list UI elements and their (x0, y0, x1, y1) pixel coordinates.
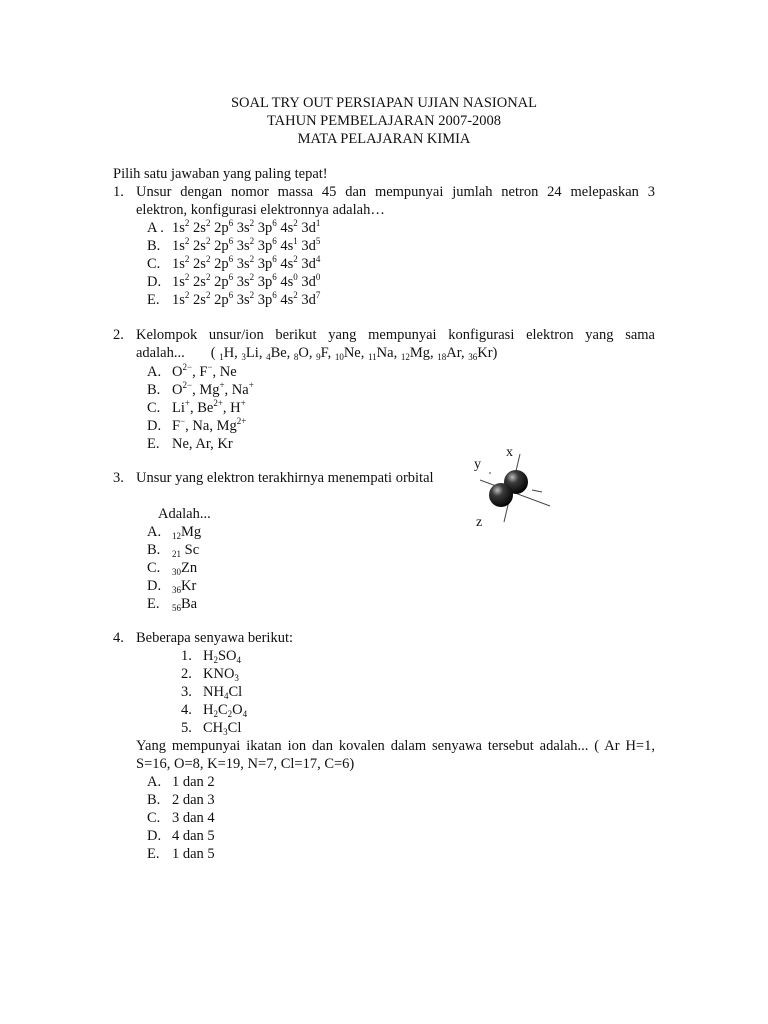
superscript: 5 (315, 236, 321, 246)
option-row (147, 577, 655, 595)
subscript: 2 (213, 709, 218, 719)
option-label: B. (147, 238, 161, 254)
option-text: $_{21}$ Sc (172, 542, 200, 559)
subscript: 21 (172, 549, 181, 559)
option-label: D. (147, 418, 162, 434)
option-label: A . (147, 220, 164, 236)
question-text (136, 183, 655, 219)
superscript: 2 (205, 254, 211, 264)
subscript: 3 (241, 352, 246, 362)
header-title: SOAL TRY OUT PERSIAPAN UJIAN NASIONAL (230, 95, 537, 111)
option-row (147, 845, 655, 863)
subscript: 12 (400, 352, 410, 362)
subscript: 8 (293, 352, 299, 362)
option-text: $_{12}$Mg (172, 524, 202, 541)
option-label: B. (147, 792, 161, 808)
option-row (147, 773, 655, 791)
superscript: + (184, 398, 190, 408)
option-text: 4 dan 5 (172, 828, 215, 844)
superscript: 6 (228, 272, 234, 282)
option-text: 1 dan 5 (172, 846, 215, 862)
superscript: + (248, 380, 254, 390)
compound-row (181, 665, 655, 683)
dumbbell-orbital-icon (470, 444, 560, 534)
compound-formula: $NH_4Cl$ (203, 684, 243, 701)
option-text: $1s^2$ $2s^2$ $2p^6$ $3s^2$ $3p^6$ $4s^2$ $3d^7$ (172, 290, 321, 308)
superscript: + (219, 380, 225, 390)
superscript: 2− (182, 380, 193, 390)
question-text-line: Yang mempunyai ikatan ion dan kovalen dalam senyawa tersebut adalah... ( Ar H=1, (136, 738, 655, 754)
option-row (147, 523, 655, 541)
superscript: 1 (293, 236, 298, 246)
option-row (147, 273, 655, 291)
superscript: 4 (315, 254, 321, 264)
compound-label: 3. (181, 684, 192, 700)
option-text: Ne, Ar, Kr (172, 436, 233, 452)
header-year: TAHUN PEMBELAJARAN 2007-2008 (266, 113, 502, 129)
compound-formula: $KNO_3$ (203, 666, 239, 683)
axis-label-x: x (506, 445, 513, 460)
option-text: $1s^2$ $2s^2$ $2p^6$ $3s^2$ $3p^6$ $4s^2$ $3d^1$ (172, 218, 321, 236)
header-subject: MATA PELAJARAN KIMIA (297, 131, 471, 147)
option-label: A. (147, 774, 162, 790)
subscript: 11 (367, 352, 377, 362)
question-number: 1. (113, 184, 124, 200)
superscript: 0 (293, 272, 298, 282)
option-label: B. (147, 542, 161, 558)
superscript: 6 (272, 218, 277, 228)
option-text: $1s^2$ $2s^2$ $2p^6$ $3s^2$ $3p^6$ $4s^0$ $3d^0$ (172, 272, 321, 290)
option-text: $_{30}$Zn (172, 560, 198, 577)
compound-row (181, 701, 655, 719)
question-2 (113, 326, 655, 453)
option-row (147, 791, 655, 809)
question-number: 3. (113, 470, 124, 486)
question-text-continuation: Adalah... (158, 506, 211, 522)
superscript: 6 (272, 236, 277, 246)
superscript: 2 (205, 272, 211, 282)
superscript: 2 (293, 254, 298, 264)
option-row (147, 827, 655, 845)
subscript: 1 (219, 352, 224, 362)
question-number: 2. (113, 327, 124, 343)
subscript: 18 (437, 352, 447, 362)
option-row (147, 255, 655, 273)
question-text-line: elektron, konfigurasi elektronnya adalah… (136, 202, 385, 218)
subscript: 9 (316, 352, 321, 362)
subscript: 4 (266, 352, 271, 362)
option-text: $_{36}$Kr (172, 578, 197, 595)
superscript: 2 (205, 290, 211, 300)
subscript: 56 (172, 603, 181, 613)
option-label: A. (147, 364, 162, 380)
question-number: 4. (113, 630, 124, 646)
superscript: − (180, 416, 186, 426)
option-row (147, 559, 655, 577)
superscript: 2 (205, 236, 211, 246)
subscript: 4 (223, 691, 229, 701)
option-row (147, 363, 655, 381)
question-text-2 (136, 737, 655, 773)
superscript: 0 (315, 272, 321, 282)
subscript: 2 (213, 655, 218, 665)
compound-formula: $CH_3Cl$ (203, 720, 242, 737)
axis-label-y: y (474, 457, 481, 472)
superscript: 6 (228, 290, 234, 300)
compound-label: 5. (181, 720, 192, 736)
question-1 (113, 183, 655, 309)
compound-label: 1. (181, 648, 192, 664)
subscript: 4 (236, 655, 242, 665)
superscript: 2 (249, 254, 255, 264)
subscript: 10 (334, 352, 344, 362)
superscript: 2 (184, 236, 190, 246)
compound-row (181, 719, 655, 737)
superscript: 2 (249, 218, 255, 228)
option-row (147, 541, 655, 559)
option-row (147, 291, 655, 309)
element-list: ( $_1$H, $_3$Li, $_4$Be, $_8$O, $_9$F, $_{10}$Ne, $_{11}$Na, $_{12}$Mg, $_{18}$Ar, $_{36}$Kr) (210, 345, 498, 362)
superscript: 1 (315, 218, 321, 228)
option-label: D. (147, 578, 162, 594)
question-text-line (136, 344, 655, 363)
option-text: 2 dan 3 (172, 792, 215, 808)
subscript: 36 (172, 585, 181, 595)
superscript: 2 (249, 236, 255, 246)
question-text: Beberapa senyawa berikut: (136, 630, 294, 646)
option-row (147, 381, 655, 399)
question-text-line: Kelompok unsur/ion berikut yang mempunyai konfigurasi elektron yang sama (136, 327, 655, 343)
option-text: $1s^2$ $2s^2$ $2p^6$ $3s^2$ $3p^6$ $4s^2$ $3d^4$ (172, 254, 321, 272)
option-label: D. (147, 274, 162, 290)
superscript: 6 (272, 290, 277, 300)
option-label: C. (147, 560, 161, 576)
option-list (147, 773, 655, 863)
compound-list (181, 647, 655, 737)
compound-row (181, 683, 655, 701)
option-text: $_{56}$Ba (172, 596, 198, 613)
compound-label: 2. (181, 666, 192, 682)
option-text: 3 dan 4 (172, 810, 215, 826)
instruction: Pilih satu jawaban yang paling tepat! (113, 166, 328, 182)
subscript: 36 (468, 352, 478, 362)
subscript: 30 (172, 567, 181, 577)
superscript: 7 (315, 290, 321, 300)
option-row (147, 595, 655, 613)
compound-row (181, 647, 655, 665)
superscript: 6 (228, 218, 234, 228)
superscript: 2 (293, 290, 298, 300)
option-text: F−, Na, $Mg^{2+}$ (172, 416, 247, 434)
superscript: 2 (184, 290, 190, 300)
option-list (147, 363, 655, 453)
question-3 (113, 469, 655, 613)
superscript: − (207, 362, 213, 372)
option-row (147, 399, 655, 417)
superscript: 2+ (213, 398, 223, 408)
option-list (147, 219, 655, 309)
option-label: B. (147, 382, 161, 398)
option-label: C. (147, 400, 161, 416)
subscript: 3 (223, 727, 228, 737)
superscript: + (240, 398, 246, 408)
subscript: 4 (242, 709, 248, 719)
subscript: 12 (172, 531, 181, 541)
compound-formula: $H_2C_2O_4$ (203, 702, 248, 719)
option-text: $O^{2-}$, Mg+, Na+ (172, 380, 254, 398)
superscript: 2− (182, 362, 193, 372)
exam-header (0, 94, 768, 148)
option-label: C. (147, 810, 161, 826)
superscript: 2 (184, 254, 190, 264)
option-label: E. (147, 436, 160, 452)
option-text: $1s^2$ $2s^2$ $2p^6$ $3s^2$ $3p^6$ $4s^1$ $3d^5$ (172, 236, 321, 254)
option-label: E. (147, 846, 160, 862)
superscript: 2 (249, 290, 255, 300)
superscript: 6 (272, 272, 277, 282)
subscript: 3 (234, 673, 239, 683)
superscript: 2 (293, 218, 298, 228)
question-text: Unsur yang elektron terakhirnya menempati orbital (136, 470, 434, 486)
superscript: 2 (249, 272, 255, 282)
option-row (147, 809, 655, 827)
option-list (147, 523, 655, 613)
question-text-start: adalah... (136, 345, 185, 361)
subscript: 2 (227, 709, 233, 719)
question-text (136, 326, 655, 363)
compound-formula: $H_2SO_4$ (203, 648, 242, 665)
superscript: 2+ (236, 416, 247, 426)
orbital-diagram (470, 444, 560, 534)
option-label: E. (147, 596, 160, 612)
superscript: 2 (184, 218, 190, 228)
superscript: 6 (228, 254, 234, 264)
superscript: 6 (228, 236, 234, 246)
option-row (147, 417, 655, 435)
option-label: D. (147, 828, 162, 844)
option-text: 1 dan 2 (172, 774, 215, 790)
option-row (147, 237, 655, 255)
question-text-line: Unsur dengan nomor massa 45 dan mempunyai jumlah netron 24 melepaskan 3 (136, 184, 655, 200)
axis-label-z: z (476, 515, 483, 530)
superscript: 2 (184, 272, 190, 282)
option-row (147, 219, 655, 237)
question-text-line: S=16, O=8, K=19, N=7, Cl=17, C=6) (136, 756, 355, 772)
question-4 (113, 629, 655, 863)
option-label: C. (147, 256, 161, 272)
option-label: E. (147, 292, 160, 308)
superscript: 6 (272, 254, 277, 264)
option-label: A. (147, 524, 162, 540)
option-text: Li+, $Be^{2+}$, H+ (172, 398, 246, 416)
option-text: $O^{2-}$, F−, Ne (172, 362, 237, 380)
superscript: 2 (205, 218, 211, 228)
compound-label: 4. (181, 702, 192, 718)
option-row (147, 435, 655, 453)
